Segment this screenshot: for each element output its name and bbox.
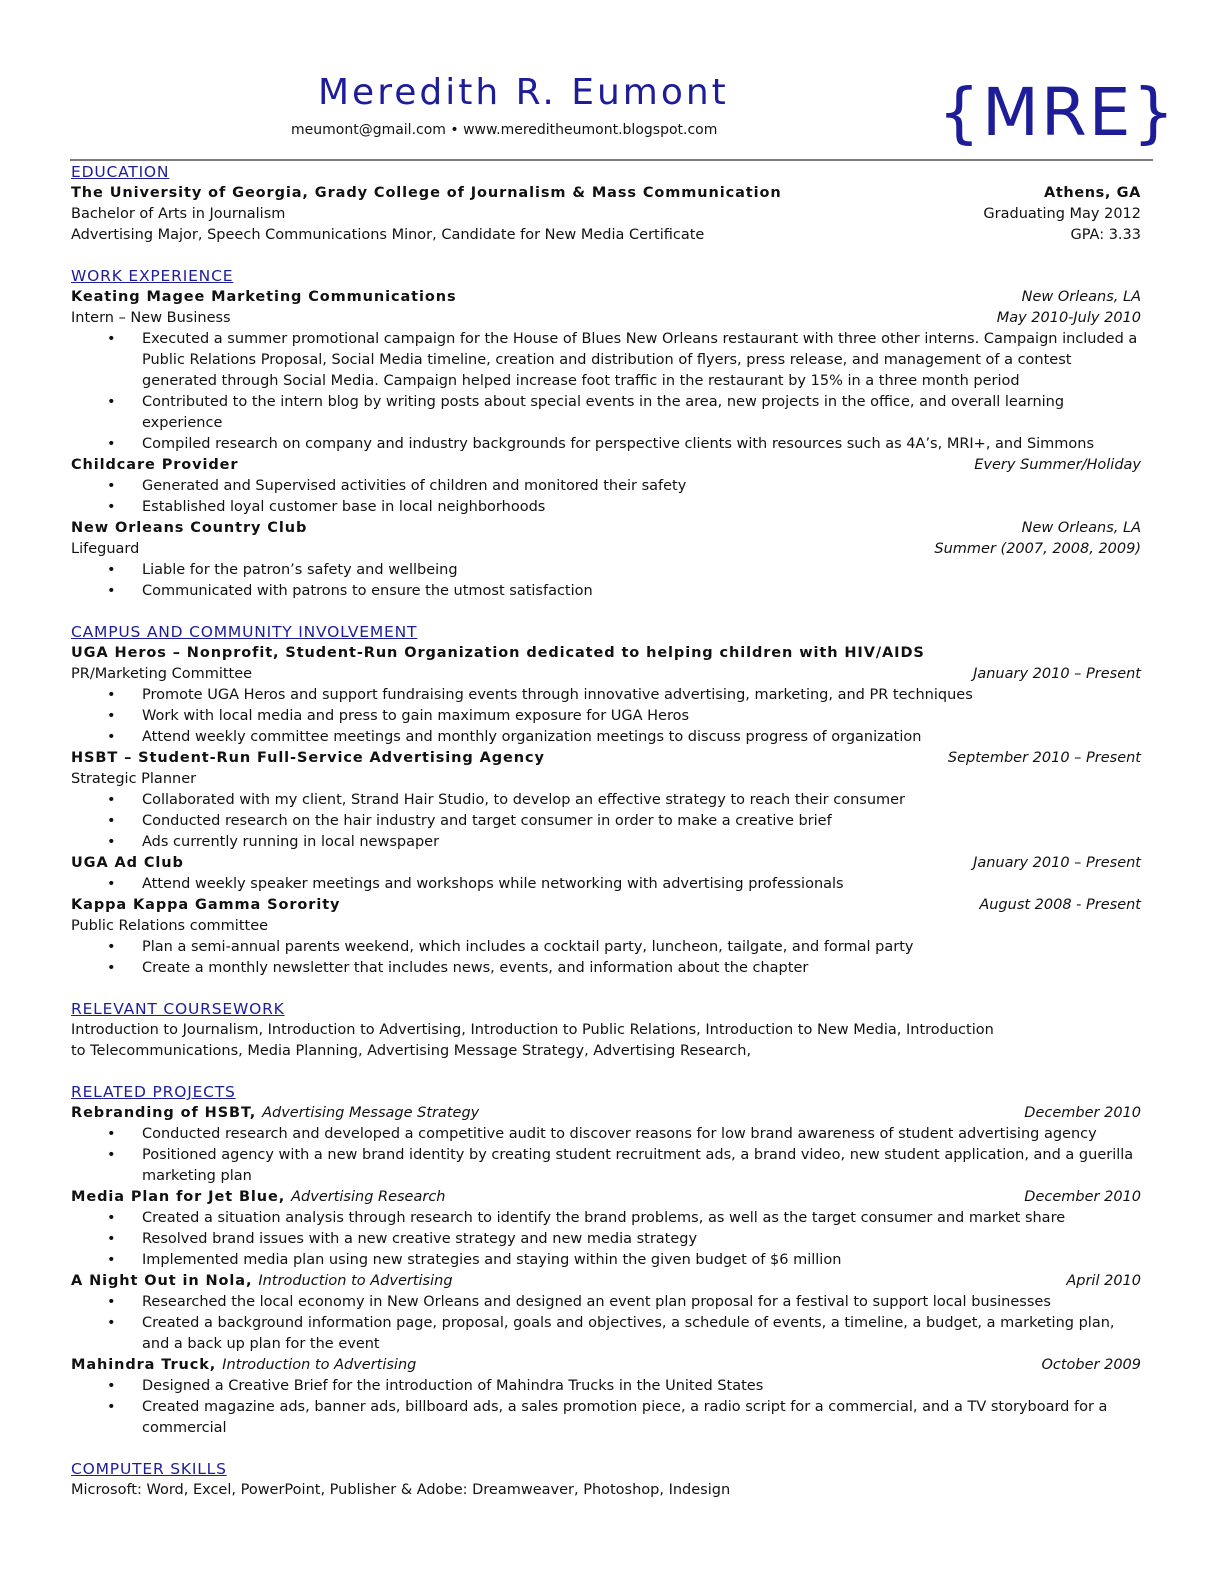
- degree: Bachelor of Arts in Journalism: [71, 206, 286, 222]
- project-header-row: [71, 1103, 1141, 1124]
- school-name: The University of Georgia, Grady College of Journalism & Mass Communication: [71, 185, 782, 201]
- project-title: [71, 1187, 446, 1208]
- job-role: Intern – New Business: [71, 310, 231, 326]
- bullet-item: • Attend weekly committee meetings and monthly organization meetings to discuss progress of organization: [71, 727, 1141, 748]
- campus-bullets: [71, 790, 1141, 853]
- campus-dates: August 2008 - Present: [979, 897, 1141, 913]
- bullet-item: • Communicated with patrons to ensure the utmost satisfaction: [71, 581, 1141, 602]
- campus-org: UGA Heros – Nonprofit, Student-Run Organization dedicated to helping children with HIV/AIDS: [71, 645, 925, 661]
- education-heading: EDUCATION: [71, 163, 170, 181]
- spacer: [71, 1439, 1141, 1459]
- campus-dates: January 2010 – Present: [973, 666, 1141, 682]
- job-entry: [71, 518, 1141, 602]
- project-date: October 2009: [1041, 1357, 1141, 1373]
- bullet-item: • Collaborated with my client, Strand Hair Studio, to develop an effective strategy to reach their consumer: [71, 790, 1141, 811]
- bullet-item: • Conducted research on the hair industry and target consumer in order to make a creative brief: [71, 811, 1141, 832]
- bullet-item: • Promote UGA Heros and support fundraising events through innovative advertising, marketing, and PR techniques: [71, 685, 1141, 706]
- project-course: Introduction to Advertising: [258, 1273, 453, 1289]
- bullet-item: • Created a background information page, proposal, goals and objectives, a schedule of events, a timeline, a budget, a marketing plan, and a back up plan for the event: [71, 1313, 1141, 1355]
- project-name: Rebranding of HSBT,: [71, 1105, 257, 1121]
- job-org: Keating Magee Marketing Communications: [71, 289, 457, 305]
- project-bullets: [71, 1376, 1141, 1439]
- job-bullets: [71, 329, 1141, 455]
- skills-heading: COMPUTER SKILLS: [71, 1460, 227, 1478]
- job-role-row: [71, 308, 1141, 329]
- campus-header-row: [71, 748, 1141, 769]
- projects-heading: RELATED PROJECTS: [71, 1083, 236, 1101]
- job-location: New Orleans, LA: [1021, 520, 1141, 536]
- project-name: Mahindra Truck,: [71, 1357, 217, 1373]
- campus-org: Kappa Kappa Gamma Sorority: [71, 897, 341, 913]
- campus-header-row: [71, 853, 1141, 874]
- bullet-item: • Implemented media plan using new strategies and staying within the given budget of $6 million: [71, 1250, 1141, 1271]
- job-bullets: [71, 476, 1141, 518]
- bullet-item: • Generated and Supervised activities of children and monitored their safety: [71, 476, 1141, 497]
- campus-entry: [71, 895, 1141, 979]
- bullet-item: • Create a monthly newsletter that includes news, events, and information about the chapter: [71, 958, 1141, 979]
- spacer: [71, 979, 1141, 999]
- bullet-item: • Work with local media and press to gain maximum exposure for UGA Heros: [71, 706, 1141, 727]
- school-location: Athens, GA: [1044, 185, 1141, 201]
- campus-role-row: [71, 916, 1141, 937]
- project-header-row: [71, 1271, 1141, 1292]
- campus-role: Public Relations committee: [71, 918, 269, 934]
- bullet-item: • Designed a Creative Brief for the introduction of Mahindra Trucks in the United States: [71, 1376, 1141, 1397]
- project-date: December 2010: [1024, 1105, 1141, 1121]
- job-dates: Every Summer/Holiday: [974, 457, 1141, 473]
- project-entry: [71, 1187, 1141, 1271]
- job-entry: [71, 287, 1141, 455]
- bullet-item: • Conducted research and developed a competitive audit to discover reasons for low brand awareness of student advertising agency: [71, 1124, 1141, 1145]
- bullet-item: • Positioned agency with a new brand identity by creating student recruitment ads, a brand video, new student application, and a guerilla marketing plan: [71, 1145, 1141, 1187]
- project-course: Advertising Research: [291, 1189, 446, 1205]
- bullet-item: • Executed a summer promotional campaign for the House of Blues New Orleans restaurant with three other interns. Campaign included a Public Relations Proposal, Social Media timeline, creation and distribution of flyers, press release, and management of a contest generated through Social Media. Campaign helped increase foot traffic in the restaurant by 15% in a three month period: [71, 329, 1141, 392]
- bullet-item: • Ads currently running in local newspaper: [71, 832, 1141, 853]
- project-bullets: [71, 1124, 1141, 1187]
- resume-name: Meredith R. Eumont: [318, 72, 729, 113]
- project-entry: [71, 1103, 1141, 1187]
- mre-logo: {MRE}: [938, 74, 1177, 151]
- bullet-item: • Plan a semi-annual parents weekend, which includes a cocktail party, luncheon, tailgate, and formal party: [71, 937, 1141, 958]
- work-section: [71, 266, 1141, 602]
- job-dates: May 2010-July 2010: [996, 310, 1141, 326]
- project-date: April 2010: [1066, 1273, 1141, 1289]
- coursework-text: Introduction to Journalism, Introduction to Advertising, Introduction to Public Relations, Introduction to New Media, Introduction to Telecommunications, Media Planning, Advertising Message Strategy, Advertising Research,: [71, 1022, 994, 1059]
- campus-heading: CAMPUS AND COMMUNITY INVOLVEMENT: [71, 623, 418, 641]
- campus-entry: [71, 643, 1141, 748]
- bullet-item: • Created a situation analysis through research to identify the brand problems, as well as the target consumer and market share: [71, 1208, 1141, 1229]
- campus-entry: [71, 748, 1141, 853]
- education-section: [71, 162, 1141, 246]
- contact-line: meumont@gmail.com • www.mereditheumont.blogspot.com: [291, 122, 718, 138]
- majors: Advertising Major, Speech Communications Minor, Candidate for New Media Certificate: [71, 227, 705, 243]
- project-course: Advertising Message Strategy: [262, 1105, 480, 1121]
- projects-section: [71, 1082, 1141, 1439]
- job-entry: [71, 455, 1141, 518]
- project-bullets: [71, 1292, 1141, 1355]
- job-header-row: [71, 518, 1141, 539]
- education-majors-row: [71, 225, 1141, 246]
- job-role-row: [71, 539, 1141, 560]
- job-location: New Orleans, LA: [1021, 289, 1141, 305]
- coursework-heading: RELEVANT COURSEWORK: [71, 1000, 285, 1018]
- campus-header-row: [71, 895, 1141, 916]
- campus-entry: [71, 853, 1141, 895]
- gpa: GPA: 3.33: [1070, 227, 1141, 243]
- project-header-row: [71, 1187, 1141, 1208]
- campus-dates: January 2010 – Present: [973, 855, 1141, 871]
- project-date: December 2010: [1024, 1189, 1141, 1205]
- campus-bullets: [71, 685, 1141, 748]
- bullet-item: • Contributed to the intern blog by writing posts about special events in the area, new projects in the office, and overall learning experience: [71, 392, 1141, 434]
- job-role: Lifeguard: [71, 541, 140, 557]
- project-entry: [71, 1271, 1141, 1355]
- project-entry: [71, 1355, 1141, 1439]
- bullet-item: • Researched the local economy in New Orleans and designed an event plan proposal for a festival to support local businesses: [71, 1292, 1141, 1313]
- project-name: A Night Out in Nola,: [71, 1273, 253, 1289]
- project-bullets: [71, 1208, 1141, 1271]
- coursework-section: [71, 999, 1141, 1062]
- campus-role-row: [71, 769, 1141, 790]
- header-divider: [70, 159, 1153, 161]
- project-header-row: [71, 1355, 1141, 1376]
- graduation-date: Graduating May 2012: [983, 206, 1141, 222]
- job-header-row: [71, 287, 1141, 308]
- work-heading: WORK EXPERIENCE: [71, 267, 234, 285]
- job-dates: Summer (2007, 2008, 2009): [934, 541, 1141, 557]
- job-org: Childcare Provider: [71, 457, 239, 473]
- bullet-item: • Established loyal customer base in local neighborhoods: [71, 497, 1141, 518]
- job-bullets: [71, 560, 1141, 602]
- campus-header-row: [71, 643, 1141, 664]
- campus-org: HSBT – Student-Run Full-Service Advertising Agency: [71, 750, 545, 766]
- bullet-item: • Created magazine ads, banner ads, billboard ads, a sales promotion piece, a radio script for a commercial, and a TV storyboard for a commercial: [71, 1397, 1141, 1439]
- project-title: [71, 1271, 453, 1292]
- education-school-row: [71, 183, 1141, 204]
- spacer: [71, 1062, 1141, 1082]
- campus-role-row: [71, 664, 1141, 685]
- campus-role: Strategic Planner: [71, 771, 197, 787]
- skills-text: Microsoft: Word, Excel, PowerPoint, Publisher & Adobe: Dreamweaver, Photoshop, Indesign: [71, 1482, 731, 1498]
- resume-body: [71, 162, 1141, 1501]
- project-title: [71, 1103, 479, 1124]
- skills-section: [71, 1459, 1141, 1501]
- project-title: [71, 1355, 416, 1376]
- campus-role: PR/Marketing Committee: [71, 666, 253, 682]
- campus-bullets: [71, 937, 1141, 979]
- bullet-item: • Attend weekly speaker meetings and workshops while networking with advertising professionals: [71, 874, 1141, 895]
- spacer: [71, 602, 1141, 622]
- campus-dates: September 2010 – Present: [947, 750, 1141, 766]
- campus-bullets: [71, 874, 1141, 895]
- campus-org: UGA Ad Club: [71, 855, 184, 871]
- job-org: New Orleans Country Club: [71, 520, 308, 536]
- spacer: [71, 246, 1141, 266]
- bullet-item: • Compiled research on company and industry backgrounds for perspective clients with resources such as 4A’s, MRI+, and Simmons: [71, 434, 1141, 455]
- bullet-item: • Liable for the patron’s safety and wellbeing: [71, 560, 1141, 581]
- education-degree-row: [71, 204, 1141, 225]
- campus-section: [71, 622, 1141, 979]
- project-course: Introduction to Advertising: [222, 1357, 417, 1373]
- project-name: Media Plan for Jet Blue,: [71, 1189, 286, 1205]
- job-header-row: [71, 455, 1141, 476]
- bullet-item: • Resolved brand issues with a new creative strategy and new media strategy: [71, 1229, 1141, 1250]
